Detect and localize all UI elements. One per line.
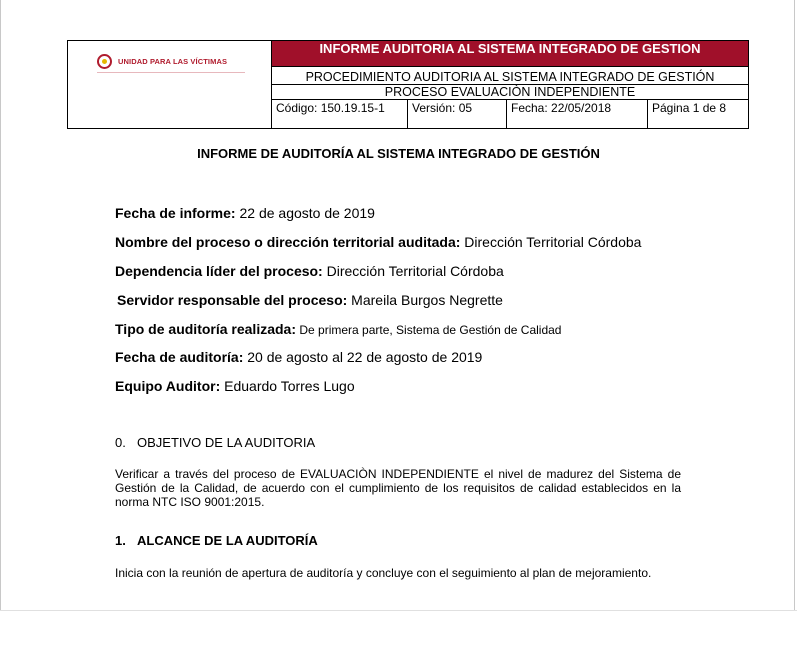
logo-underline bbox=[97, 72, 245, 73]
section-heading-objective bbox=[115, 435, 315, 450]
field-label: Servidor responsable del proceso: bbox=[117, 292, 348, 308]
header-version: Versión: 05 bbox=[408, 100, 507, 128]
field-responsible-server bbox=[117, 292, 503, 308]
viewer-background bbox=[0, 610, 797, 649]
header-date: Fecha: 22/05/2018 bbox=[507, 100, 648, 128]
document-header-table bbox=[67, 40, 749, 129]
section-number: 1. bbox=[115, 533, 126, 548]
field-label: Fecha de informe: bbox=[115, 205, 236, 221]
field-label: Tipo de auditoría realizada: bbox=[115, 321, 297, 337]
field-audit-type bbox=[115, 321, 561, 337]
field-value: Mareila Burgos Negrette bbox=[347, 292, 503, 308]
document-title: INFORME DE AUDITORÍA AL SISTEMA INTEGRADO DE GESTIÓN bbox=[197, 146, 600, 161]
section-text-objective: Verificar a través del proceso de EVALUACIÒN INDEPENDIENTE el nivel de madurez del Sistema de Gestión de la Calidad, de acuerdo con el cumplimiento de los requisitos de calidad establecidos en la norma NTC ISO 9001:2015. bbox=[115, 467, 681, 509]
field-audit-date bbox=[115, 349, 482, 365]
field-label: Nombre del proceso o dirección territorial auditada: bbox=[115, 234, 461, 250]
field-audit-team bbox=[115, 378, 355, 394]
header-procedure: PROCEDIMIENTO AUDITORIA AL SISTEMA INTEGRADO DE GESTIÓN bbox=[272, 67, 748, 85]
header-meta-row bbox=[272, 100, 748, 128]
field-lead-dependency bbox=[115, 263, 504, 279]
header-page: Página 1 de 8 bbox=[652, 101, 727, 115]
field-value: Dirección Territorial Córdoba bbox=[322, 263, 504, 279]
field-value: Dirección Territorial Córdoba bbox=[460, 234, 642, 250]
field-label: Dependencia líder del proceso: bbox=[115, 263, 323, 279]
field-value: Eduardo Torres Lugo bbox=[220, 378, 355, 394]
field-report-date bbox=[115, 205, 375, 221]
section-number: 0. bbox=[115, 435, 126, 450]
section-heading-scope bbox=[115, 533, 318, 548]
header-title: INFORME AUDITORIA AL SISTEMA INTEGRADO DE GESTION bbox=[272, 41, 748, 67]
field-value: 22 de agosto de 2019 bbox=[235, 205, 375, 221]
field-label: Equipo Auditor: bbox=[115, 378, 221, 394]
section-title: ALCANCE DE LA AUDITORÍA bbox=[137, 533, 318, 548]
page-edge-left bbox=[0, 0, 1, 610]
header-process: PROCESO EVALUACIÒN INDEPENDIENTE bbox=[272, 85, 748, 100]
field-label: Fecha de auditoría: bbox=[115, 349, 244, 365]
page-edge-right bbox=[794, 0, 795, 610]
section-title: OBJETIVO DE LA AUDITORIA bbox=[137, 435, 316, 450]
logo-cell bbox=[68, 41, 272, 128]
field-process-name bbox=[115, 234, 641, 250]
field-value: 20 de agosto al 22 de agosto de 2019 bbox=[243, 349, 483, 365]
header-code: Código: 150.19.15-1 bbox=[272, 100, 408, 128]
logo-text: UNIDAD PARA LAS VÍCTIMAS bbox=[118, 56, 228, 66]
organization-logo bbox=[97, 51, 247, 71]
seal-icon bbox=[97, 54, 112, 69]
section-text-scope: Inicia con la reunión de apertura de auditoría y concluye con el seguimiento al plan de mejoramiento. bbox=[115, 566, 652, 580]
field-value: De primera parte, Sistema de Gestión de Calidad bbox=[296, 323, 562, 337]
